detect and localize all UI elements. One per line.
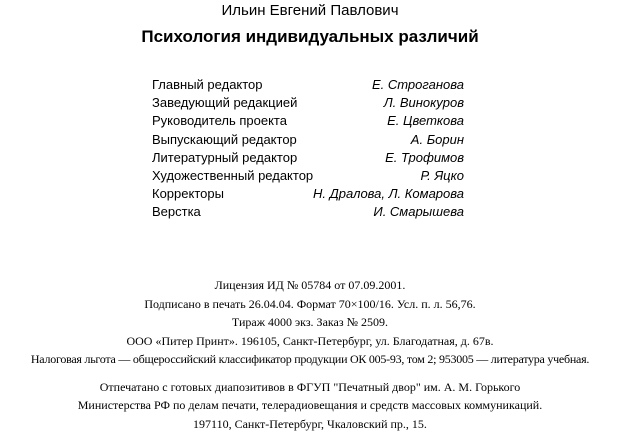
signed-line: Подписано в печать 26.04.04. Формат 70×100/16. Усл. п. л. 56,76.	[0, 295, 620, 314]
credit-name: И. Смарышева	[373, 203, 464, 221]
author-name: Ильин Евгений Павлович	[0, 2, 620, 19]
spacer	[0, 369, 620, 378]
credit-role: Заведующий редакцией	[152, 94, 297, 112]
credit-name: Л. Винокуров	[384, 94, 464, 112]
credit-role: Художественный редактор	[152, 167, 313, 185]
imprint-block	[0, 276, 620, 433]
credit-name: Е. Строганова	[372, 76, 464, 94]
credit-name: Н. Дралова, Л. Комарова	[313, 185, 464, 203]
credit-name: Р. Яцко	[420, 167, 464, 185]
credit-row	[152, 94, 464, 112]
credit-name: Е. Цветкова	[387, 112, 464, 130]
credit-row	[152, 203, 464, 221]
license-line: Лицензия ИД № 05784 от 07.09.2001.	[0, 276, 620, 295]
printed-line: 197110, Санкт-Петербург, Чкаловский пр., 15.	[0, 415, 620, 433]
credit-role: Руководитель проекта	[152, 112, 287, 130]
print-run-line: Тираж 4000 экз. Заказ № 2509.	[0, 313, 620, 332]
credit-name: А. Борин	[411, 131, 464, 149]
printed-line: Министерства РФ по делам печати, телерадиовещания и средств массовых коммуникаций.	[0, 396, 620, 415]
credit-row	[152, 131, 464, 149]
credit-role: Корректоры	[152, 185, 224, 203]
credit-row	[152, 112, 464, 130]
credit-row	[152, 76, 464, 94]
credit-role: Главный редактор	[152, 76, 263, 94]
credit-name: Е. Трофимов	[385, 149, 464, 167]
book-title: Психология индивидуальных различий	[0, 27, 620, 47]
credit-row	[152, 149, 464, 167]
credit-role: Верстка	[152, 203, 201, 221]
credit-row	[152, 185, 464, 203]
publisher-line: ООО «Питер Принт». 196105, Санкт-Петербург, ул. Благодатная, д. 67в.	[0, 332, 620, 351]
credit-role: Выпускающий редактор	[152, 131, 297, 149]
credits-list	[152, 76, 464, 222]
tax-line: Налоговая льгота — общероссийский классификатор продукции ОК 005-93, том 2; 953005 — литература учебная.	[0, 350, 620, 369]
credit-row	[152, 167, 464, 185]
credit-role: Литературный редактор	[152, 149, 297, 167]
printed-line: Отпечатано с готовых диапозитивов в ФГУП "Печатный двор" им. А. М. Горького	[0, 378, 620, 397]
